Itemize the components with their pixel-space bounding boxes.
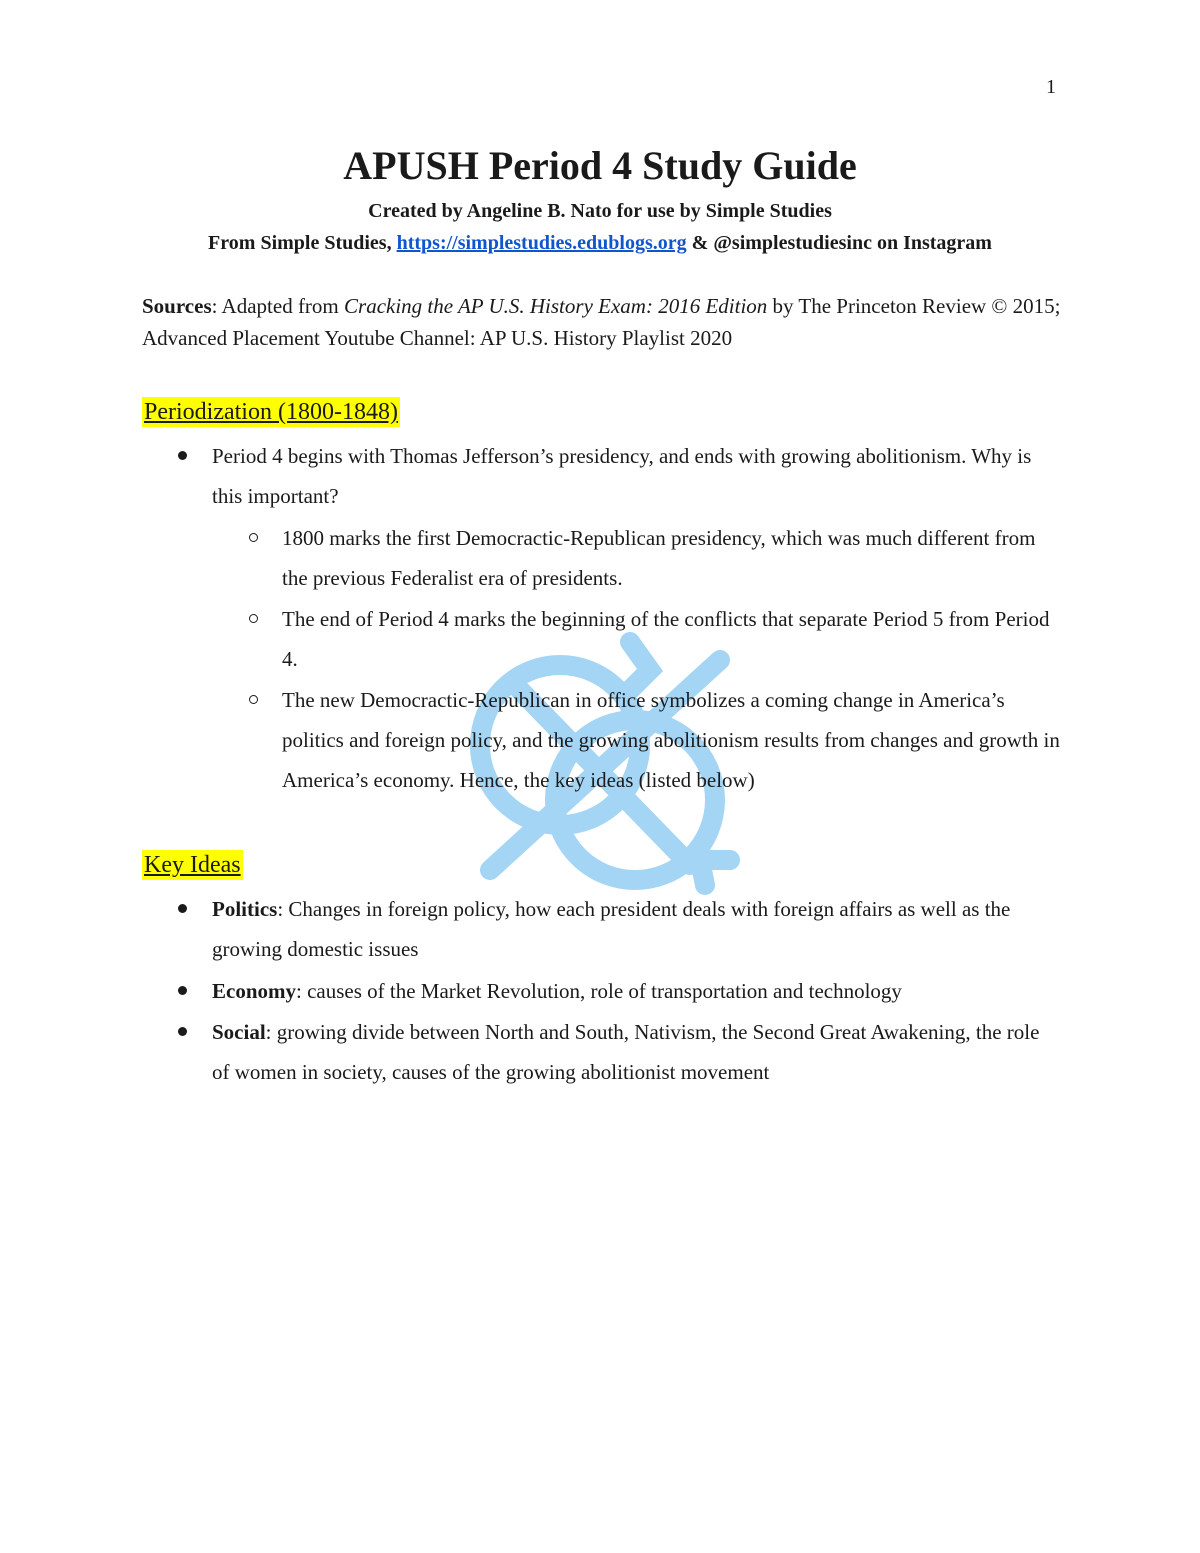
bullet-icon (178, 986, 187, 995)
circle-bullet-icon (249, 695, 258, 704)
circle-bullet-icon (249, 533, 258, 542)
source-suffix: & @simplestudiesinc on Instagram (686, 232, 992, 254)
book-title: Cracking the AP U.S. History Exam: 2016 Edition (344, 294, 768, 318)
bullet-text (212, 971, 1060, 1011)
periodization-heading: Periodization (1800-1848) (144, 399, 398, 425)
sources-paragraph (142, 290, 1062, 354)
list-item (170, 889, 1060, 969)
sources-text-rest: by The Princeton Review © 2015; Advanced Placement Youtube Channel: AP U.S. History Playlist 2020 (142, 294, 1061, 350)
politics-label: Politics (212, 897, 278, 921)
sub-item-text: 1800 marks the first Democractic-Republican presidency, which was much different from the previous Federalist era of presidents. (282, 526, 1036, 590)
bullet-icon (178, 904, 187, 913)
economy-text: : causes of the Market Revolution, role of transportation and technology (296, 979, 902, 1003)
social-text: : growing divide between North and South, Nativism, the Second Great Awakening, the role of women in society, causes of the growing abolitionist movement (212, 1020, 1040, 1084)
sources-label: Sources (142, 294, 212, 318)
sub-list-item (245, 518, 1060, 598)
sub-item-text: The new Democractic-Republican in office symbolizes a coming change in America’s politics and foreign policy, and the growing abolitionism results from changes and growth in America’s economy. Hence, the key ideas (listed below) (282, 688, 1060, 792)
document-title: APUSH Period 4 Study Guide (343, 143, 857, 188)
economy-label: Economy (212, 979, 296, 1003)
social-label: Social (212, 1020, 266, 1044)
source-prefix: From Simple Studies, (208, 232, 397, 254)
source-line (0, 232, 1200, 255)
key-ideas-heading: Key Ideas (144, 852, 241, 878)
circle-bullet-icon (249, 614, 258, 623)
simplestudies-link[interactable]: https://simplestudies.edublogs.org (396, 232, 687, 254)
politics-text: : Changes in foreign policy, how each president deals with foreign affairs as well as the growing domestic issues (212, 897, 1011, 961)
document-subtitle: Created by Angeline B. Nato for use by Simple Studies (368, 200, 832, 222)
bullet-text: Period 4 begins with Thomas Jefferson’s presidency, and ends with growing abolitionism. Why is this important? (212, 444, 1032, 508)
list-item (170, 436, 1060, 516)
bullet-icon (178, 1027, 187, 1036)
bullet-icon (178, 451, 187, 460)
sources-text: : Adapted from (211, 294, 345, 318)
list-item (170, 971, 1060, 1011)
page-number: 1 (1046, 76, 1056, 98)
list-item (170, 1012, 1060, 1092)
sub-list-item (245, 599, 1060, 679)
bullet-text (212, 889, 1060, 969)
bullet-text (212, 1012, 1060, 1092)
sub-item-text: The end of Period 4 marks the beginning of the conflicts that separate Period 5 from Period 4. (282, 607, 1050, 671)
sub-list-item (245, 680, 1060, 800)
